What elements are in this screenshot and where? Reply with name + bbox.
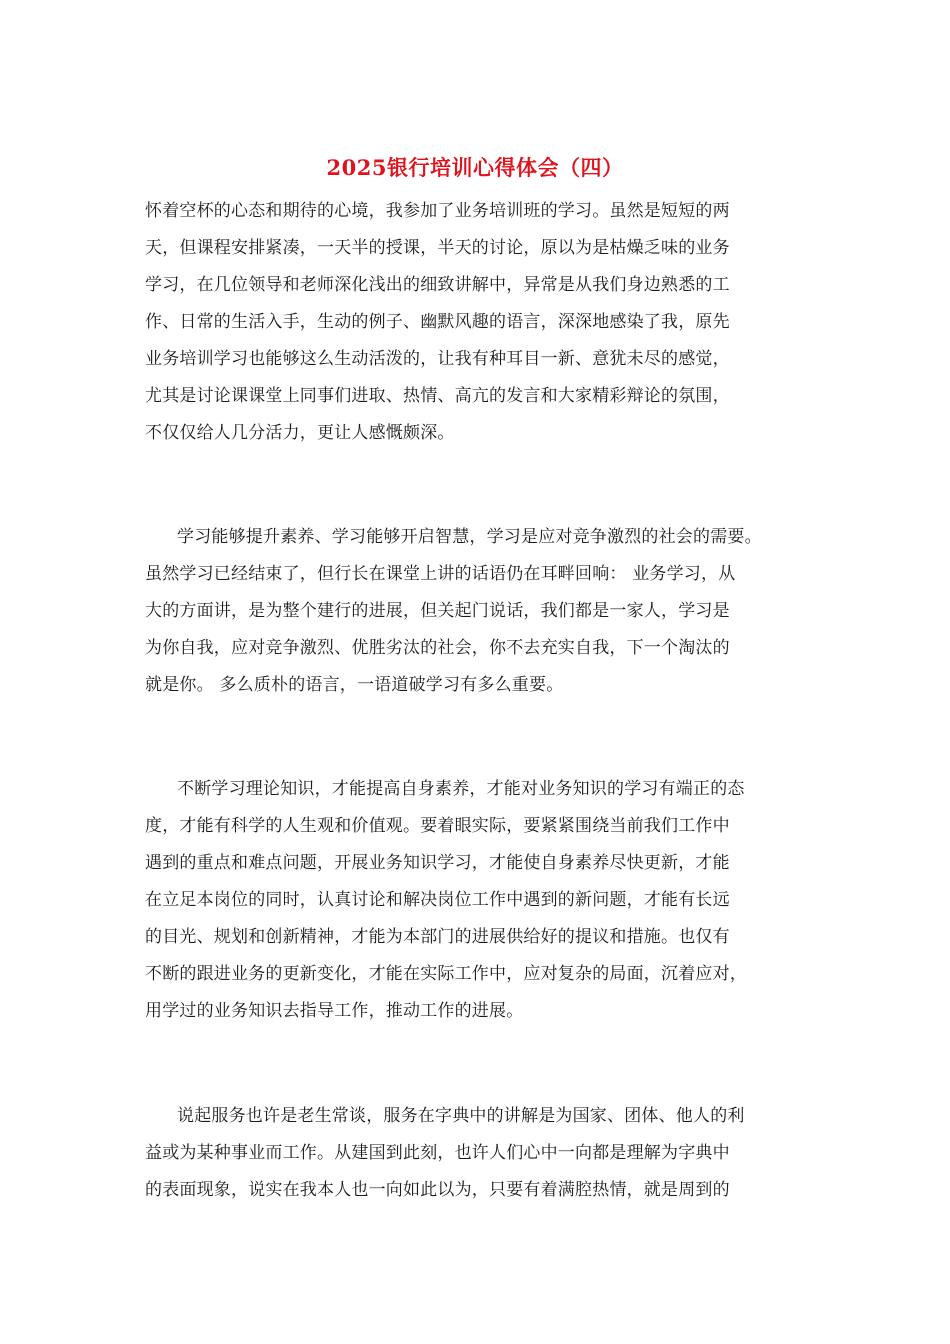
paragraph-4-line-3: 的表面现象，说实在我本人也一向如此以为，只要有着满腔热情，就是周到的	[145, 1180, 730, 1200]
paragraph-1-line-2: 天，但课程安排紧凑，一天半的授课，半天的讨论，原以为是枯燥乏味的业务	[145, 238, 730, 258]
paragraph-2-line-4: 为你自我，应对竞争激烈、优胜劣汰的社会，你不去充实自我，下一个淘汰的	[145, 638, 730, 658]
paragraph-3-line-3: 遇到的重点和难点问题，开展业务知识学习，才能使自身素养尽快更新，才能	[145, 853, 730, 873]
paragraph-1-line-4: 作、日常的生活入手，生动的例子、幽默风趣的语言，深深地感染了我，原先	[145, 312, 730, 332]
paragraph-3-line-6: 不断的跟进业务的更新变化，才能在实际工作中，应对复杂的局面，沉着应对，	[145, 964, 747, 984]
paragraph-3-line-4: 在立足本岗位的同时，认真讨论和解决岗位工作中遇到的新问题，才能有长远	[145, 890, 730, 910]
paragraph-2-line-2: 虽然学习已经结束了，但行长在课堂上讲的话语仍在耳畔回响： 业务学习，从	[145, 564, 736, 584]
paragraph-2-line-1: 学习能够提升素养、学习能够开启智慧，学习是应对竞争激烈的社会的需要。	[177, 527, 762, 547]
paragraph-2-line-3: 大的方面讲，是为整个建行的进展，但关起门说话，我们都是一家人，学习是	[145, 601, 730, 621]
paragraph-1-line-7: 不仅仅给人几分活力，更让人感慨颇深。	[145, 423, 455, 443]
document-title: 2025银行培训心得体会（四）	[326, 155, 624, 180]
paragraph-3-line-5: 的目光、规划和创新精神，才能为本部门的进展供给好的提议和措施。也仅有	[145, 927, 730, 947]
paragraph-1-line-6: 尤其是讨论课课堂上同事们进取、热情、高亢的发言和大家精彩辩论的氛围，	[145, 386, 730, 406]
paragraph-2-line-5: 就是你。 多么质朴的语言，一语道破学习有多么重要。	[145, 675, 564, 695]
paragraph-3-line-1: 不断学习理论知识，才能提高自身素养，才能对业务知识的学习有端正的态	[177, 779, 745, 799]
paragraph-1-line-1: 怀着空杯的心态和期待的心境，我参加了业务培训班的学习。虽然是短短的两	[145, 201, 730, 221]
paragraph-4-line-2: 益或为某种事业而工作。从建国到此刻，也许人们心中一向都是理解为字典中	[145, 1143, 730, 1163]
paragraph-3-line-2: 度，才能有科学的人生观和价值观。要着眼实际，要紧紧围绕当前我们工作中	[145, 816, 730, 836]
paragraph-4-line-1: 说起服务也许是老生常谈，服务在字典中的讲解是为国家、团体、他人的利	[177, 1106, 745, 1126]
paragraph-1-line-3: 学习，在几位领导和老师深化浅出的细致讲解中，异常是从我们身边熟悉的工	[145, 275, 730, 295]
paragraph-1-line-5: 业务培训学习也能够这么生动活泼的，让我有种耳目一新、意犹未尽的感觉，	[145, 349, 730, 369]
paragraph-3-line-7: 用学过的业务知识去指导工作，推动工作的进展。	[145, 1001, 524, 1021]
